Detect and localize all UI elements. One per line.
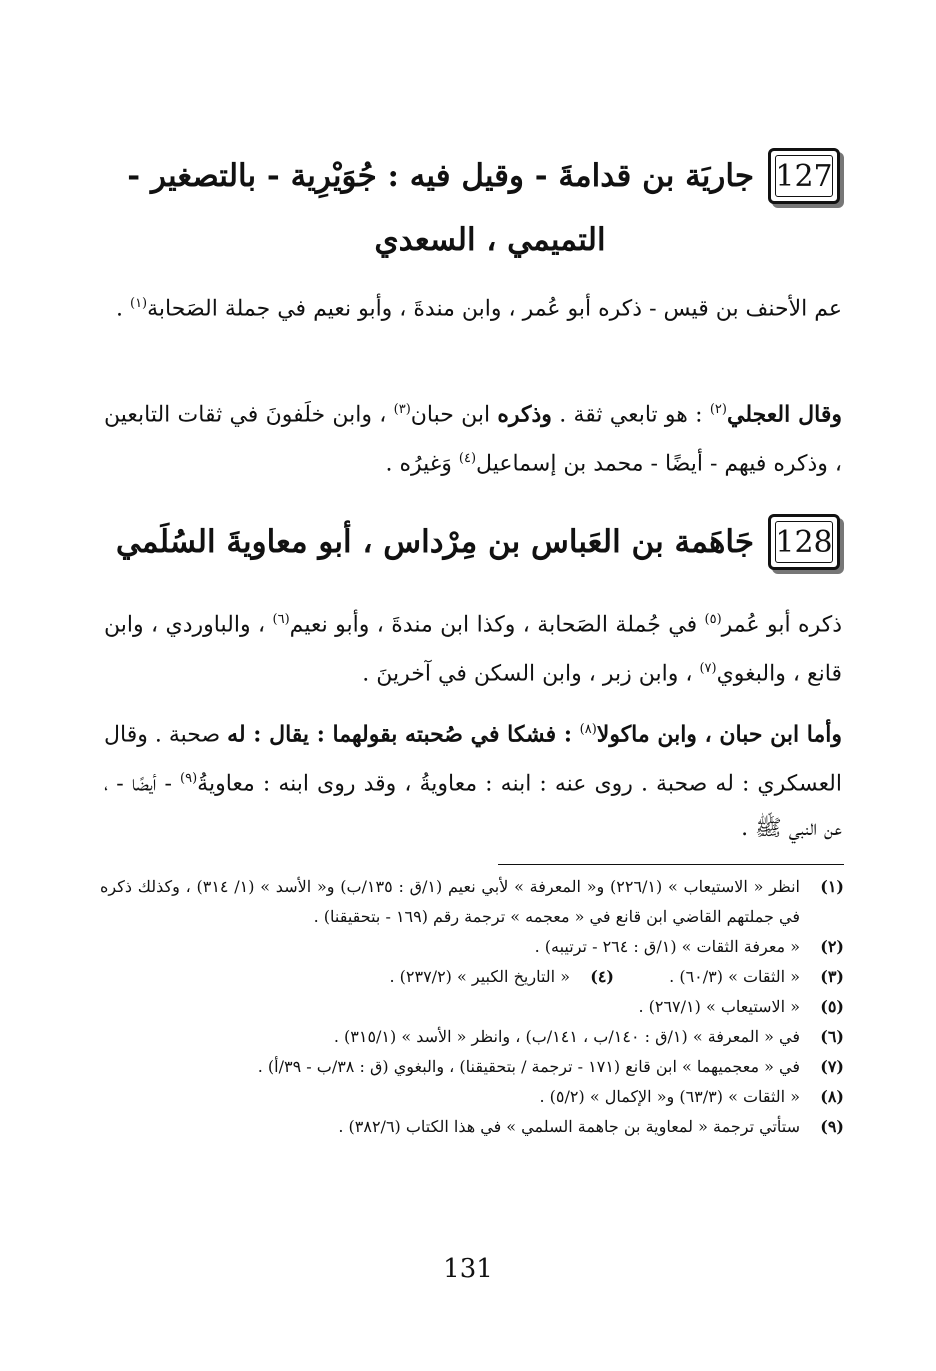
footnote-text: « معرفة الثقات » (١/ق : ٢٦٤ - ترتيبه) . <box>534 937 800 956</box>
footnote-pair <box>100 962 844 992</box>
footnote-ref: (٥) <box>704 612 722 627</box>
entry-number-badge: 128 <box>768 514 840 570</box>
footnote-item <box>100 1022 844 1052</box>
footnote-item <box>100 1052 844 1082</box>
footnote-text: ستأتي ترجمة « لمعاوية بن جاهمة السلمي » في هذا الكتاب (٣٨٢/٦) . <box>338 1117 800 1136</box>
entry-127-title-row <box>100 148 840 204</box>
footnote-number: (٧) <box>820 1057 844 1076</box>
footnote-ref: (٣) <box>393 402 411 417</box>
footnote-separator <box>498 864 844 865</box>
footnotes <box>100 872 844 1142</box>
footnote-ref: (٩) <box>180 771 198 787</box>
footnote-text: انظر « الاستيعاب » (٢٢٦/١) و« المعرفة » لأبي نعيم (١/ق : ١٣٥/ب) و« الأسد » (١/ ٣١٤) ، وكذلك ذكره في جملتهم القاضي ابن قانع في « معجمه » ترجمة رقم (١٦٩ - بتحقيقنا) . <box>100 877 801 926</box>
text-run: عم الأحنف بن قيس - ذكره أبو عُمر ، وابن مندةَ ، وأبو نعيم في جملة الصَحابة <box>147 296 842 322</box>
footnote-number: (٩) <box>820 1117 844 1136</box>
paragraph <box>104 388 842 487</box>
text-run: في جُملة الصَحابة ، وكذا ابن مندةَ ، وأبو نعيم <box>289 612 705 638</box>
footnote-text: « الثقات » (٦٣/٣) و« الإكمال » (٥/٢) . <box>539 1087 800 1106</box>
paragraph <box>104 282 842 331</box>
footnote-item <box>614 962 844 992</box>
page-number: 131 <box>443 1254 493 1284</box>
entry-127-heading <box>100 148 840 258</box>
footnote-item <box>100 932 844 962</box>
footnote-number: (٥) <box>820 997 844 1016</box>
text-run: ابن حبان <box>410 402 498 428</box>
bold-text: وذكره <box>497 401 552 428</box>
footnote-item <box>100 1082 844 1112</box>
entry-number-badge: 127 <box>768 148 840 204</box>
bold-text: وقال العجلي <box>726 401 842 428</box>
entry-128-heading <box>100 514 840 570</box>
text-run: ذكره أبو عُمر <box>721 612 842 638</box>
footnote-number: (٨) <box>820 1087 844 1106</box>
text-run: ، وابن زبر ، وابن السكن في آخرينَ . <box>362 661 700 687</box>
footnote-ref: (١) <box>129 296 148 311</box>
footnote-text: « التاريخ الكبير » (٢٣٧/٢) . <box>389 967 570 986</box>
footnote-number: (٤) <box>590 967 614 986</box>
text-run: . <box>115 296 130 322</box>
footnote-text: « الاستيعاب » (٢٦٧/١) . <box>638 997 800 1016</box>
footnote-ref: (٦) <box>272 612 290 627</box>
footnote-text: « الثقات » (٦٠/٣) . <box>669 967 800 986</box>
bold-text: وأما ابن حبان ، وابن ماكولا <box>596 721 842 748</box>
entry-128-title-row <box>100 514 840 570</box>
footnote-text: في « معجميهما » ابن قانع (١٧١ - ترجمة / بتحقيقنا) ، والبغوي (ق : ٣٨/ب - ٣٩/أ) . <box>257 1057 800 1076</box>
paragraph <box>104 598 842 697</box>
footnote-number: (١) <box>820 877 844 896</box>
text-run: ، والباوردي ، وابن قانع ، والبغوي <box>104 612 842 687</box>
footnote-ref: (٨) <box>579 722 597 737</box>
text-run: صحبة . وقال العسكري : له صحبة . روى عنه : ابنه : معاويةُ ، وقد روى ابنه : معاويةُ <box>104 722 842 797</box>
footnote-item <box>314 962 614 992</box>
footnote-item <box>100 1112 844 1142</box>
footnote-ref: (٢) <box>709 402 727 417</box>
text-run: - أيضًا - ، عن النبي ﷺ . <box>104 771 842 841</box>
footnote-ref: (٤) <box>458 451 477 467</box>
bold-text: : فشكا في صُحبته بقولهما : يقال : له <box>227 721 580 748</box>
text-run: : هو تابعي ثقة . <box>551 402 710 428</box>
text-run: وَغيرُه . <box>385 451 459 477</box>
entry-title-line1: جَاهَمة بن العَباس بن مِرْداس ، أبو معاويةَ السُلَمي <box>115 524 754 560</box>
footnote-number: (٣) <box>820 967 844 986</box>
text-run: ، وابن خلَفونَ في ثقات التابعين ، وذكره فيهم - أيضًا - محمد بن إسماعيل <box>104 402 842 477</box>
footnote-ref: (٧) <box>699 661 717 677</box>
footnote-number: (٦) <box>820 1027 844 1046</box>
footnote-item <box>100 872 844 932</box>
entry-title-line1: جاريَة بن قدامةَ - وقيل فيه : جُوَيْرِية - بالتصغير - <box>127 158 754 194</box>
entry-title-line2: التميمي ، السعدي <box>374 222 606 258</box>
footnote-item <box>100 992 844 1022</box>
paragraph <box>104 708 842 851</box>
footnote-number: (٢) <box>820 937 844 956</box>
footnote-text: في « المعرفة » (١/ق : ١٤٠/ب ، ١٤١/ب) ، وانظر « الأسد » (٣١٥/١) . <box>333 1027 800 1046</box>
